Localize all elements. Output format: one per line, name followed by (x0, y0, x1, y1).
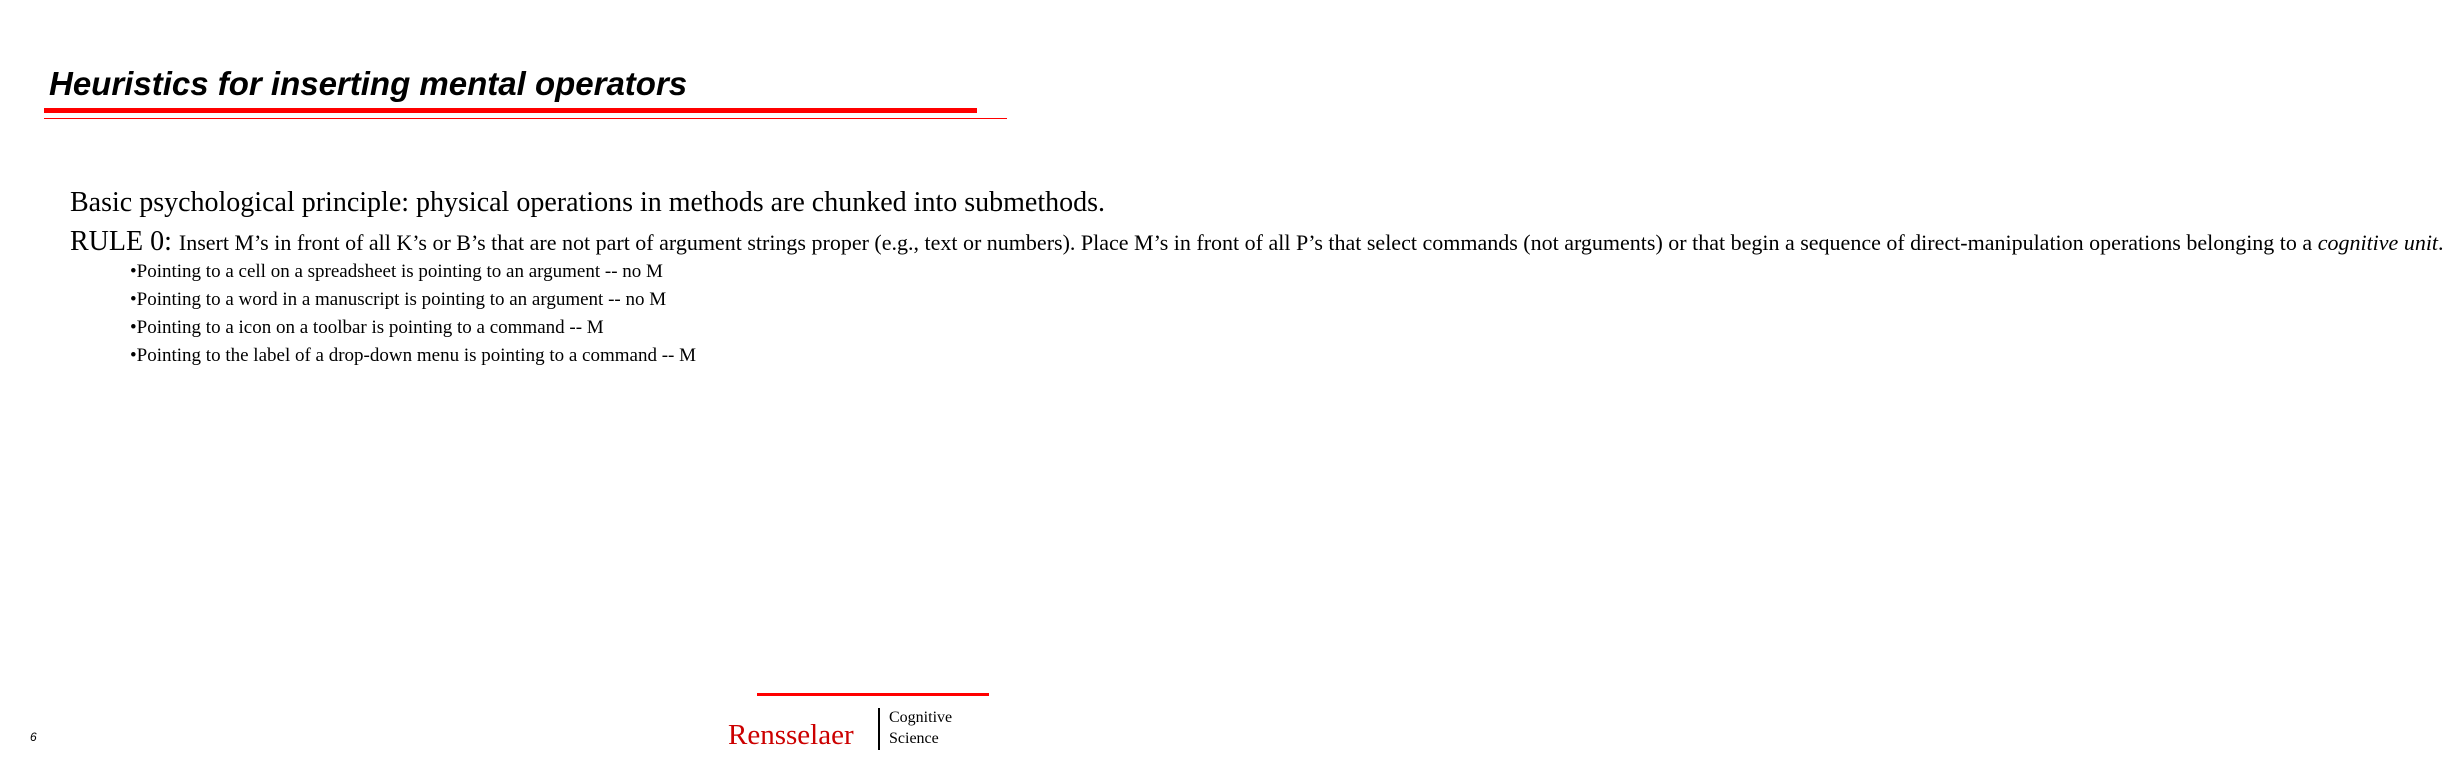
page-number: 6 (30, 730, 37, 744)
rule-paragraph (70, 226, 2444, 258)
example-item: • Pointing to a word in a manuscript is pointing to an argument -- no M (130, 286, 970, 314)
rule-period: . (2438, 230, 2444, 255)
example-item: • Pointing to a icon on a toolbar is pointing to a command -- M (130, 314, 970, 342)
title-underline-thin (44, 118, 1007, 119)
logo-rule (757, 693, 989, 696)
rule-label: RULE 0: (70, 226, 179, 257)
slide-title: Heuristics for inserting mental operators (49, 65, 688, 102)
logo-dept-line2: Science (889, 730, 939, 747)
rule-text: Insert M’s in front of all K’s or B’s that are not part of argument strings proper (e.g., text or numbers). Place M’s in front of all P’s that select commands (not arguments) or that begin a sequence of direct-manipulation operations belonging to a (178, 230, 2318, 255)
logo-dept-line1: Cognitive (889, 709, 953, 726)
logo-divider (878, 708, 880, 750)
example-list (70, 258, 970, 370)
rule-emphasis: cognitive unit (2317, 230, 2439, 255)
title-underline-thick (44, 108, 977, 113)
principle-paragraph: Basic psychological principle: physical operations in methods are chunked into submethods. (70, 187, 1106, 218)
slide-body (70, 182, 2444, 370)
example-item: • Pointing to a cell on a spreadsheet is pointing to an argument -- no M (130, 258, 970, 286)
example-item: • Pointing to the label of a drop-down menu is pointing to a command -- M (130, 342, 970, 370)
logo-department (889, 707, 952, 749)
logo-name: Rensselaer (728, 719, 854, 751)
